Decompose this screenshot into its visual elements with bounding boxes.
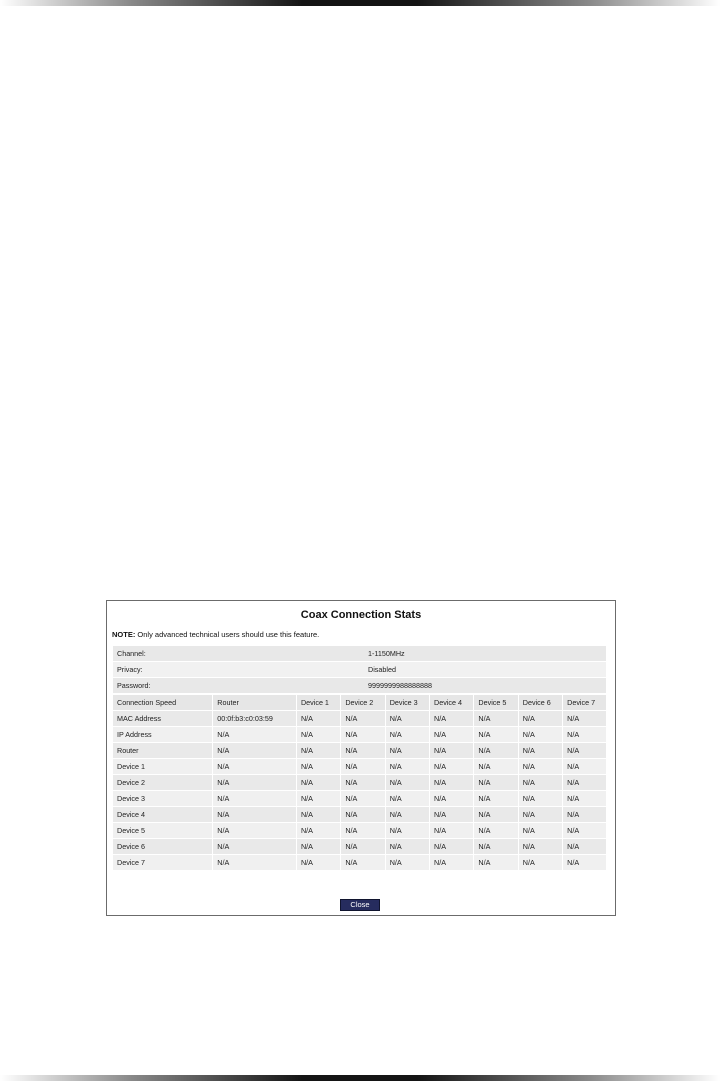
row-label: Device 4 bbox=[113, 807, 213, 823]
table-cell: N/A bbox=[213, 807, 297, 823]
info-value: Disabled bbox=[362, 662, 606, 678]
table-cell: N/A bbox=[518, 759, 562, 775]
table-cell: N/A bbox=[518, 727, 562, 743]
row-label: Device 2 bbox=[113, 775, 213, 791]
row-label: Device 1 bbox=[113, 759, 213, 775]
bottom-decorative-bar bbox=[0, 1075, 720, 1081]
table-row bbox=[113, 823, 606, 839]
table-cell: N/A bbox=[474, 823, 518, 839]
table-header-row bbox=[113, 695, 606, 711]
table-row bbox=[113, 775, 606, 791]
info-value: 9999999988888888 bbox=[362, 678, 606, 694]
table-cell: N/A bbox=[385, 855, 429, 871]
info-row-channel bbox=[113, 646, 606, 662]
table-cell: N/A bbox=[563, 839, 606, 855]
device-stats-table bbox=[113, 695, 606, 871]
table-cell: N/A bbox=[563, 823, 606, 839]
table-cell: N/A bbox=[474, 855, 518, 871]
table-cell: N/A bbox=[296, 743, 340, 759]
table-cell: N/A bbox=[341, 823, 385, 839]
table-row bbox=[113, 743, 606, 759]
table-cell: N/A bbox=[430, 775, 474, 791]
table-cell: N/A bbox=[385, 743, 429, 759]
table-cell: N/A bbox=[296, 839, 340, 855]
table-cell: N/A bbox=[430, 855, 474, 871]
table-cell: N/A bbox=[430, 743, 474, 759]
column-header: Device 2 bbox=[341, 695, 385, 711]
table-cell: N/A bbox=[385, 711, 429, 727]
info-label: Privacy: bbox=[113, 662, 362, 678]
table-cell: N/A bbox=[563, 711, 606, 727]
table-cell: N/A bbox=[474, 711, 518, 727]
note-label: NOTE: bbox=[112, 630, 136, 639]
table-row bbox=[113, 807, 606, 823]
column-header: Device 3 bbox=[385, 695, 429, 711]
table-cell: N/A bbox=[213, 727, 297, 743]
table-cell: N/A bbox=[341, 855, 385, 871]
table-cell: N/A bbox=[518, 823, 562, 839]
table-cell: N/A bbox=[430, 727, 474, 743]
row-label: Device 6 bbox=[113, 839, 213, 855]
table-cell: N/A bbox=[474, 791, 518, 807]
info-row-password bbox=[113, 678, 606, 694]
table-cell: N/A bbox=[474, 727, 518, 743]
coax-stats-dialog bbox=[106, 600, 616, 916]
table-cell: N/A bbox=[563, 855, 606, 871]
table-cell: N/A bbox=[563, 759, 606, 775]
table-cell: N/A bbox=[385, 775, 429, 791]
table-cell: N/A bbox=[213, 759, 297, 775]
table-cell: N/A bbox=[296, 759, 340, 775]
table-cell: N/A bbox=[563, 791, 606, 807]
info-row-privacy bbox=[113, 662, 606, 678]
info-value: 1-1150MHz bbox=[362, 646, 606, 662]
row-label: MAC Address bbox=[113, 711, 213, 727]
table-cell: N/A bbox=[341, 807, 385, 823]
table-cell: N/A bbox=[213, 823, 297, 839]
row-label: Router bbox=[113, 743, 213, 759]
table-cell: N/A bbox=[296, 807, 340, 823]
table-cell: N/A bbox=[296, 855, 340, 871]
top-decorative-bar bbox=[0, 0, 720, 6]
info-label: Channel: bbox=[113, 646, 362, 662]
table-row bbox=[113, 839, 606, 855]
table-row bbox=[113, 711, 606, 727]
table-cell: N/A bbox=[341, 791, 385, 807]
column-header: Router bbox=[213, 695, 297, 711]
table-cell: N/A bbox=[563, 775, 606, 791]
table-cell: N/A bbox=[474, 775, 518, 791]
column-header: Connection Speed bbox=[113, 695, 213, 711]
table-cell: N/A bbox=[518, 855, 562, 871]
table-cell: N/A bbox=[296, 775, 340, 791]
table-cell: N/A bbox=[474, 807, 518, 823]
row-label: Device 3 bbox=[113, 791, 213, 807]
table-cell: N/A bbox=[430, 759, 474, 775]
table-cell: N/A bbox=[563, 807, 606, 823]
table-cell: N/A bbox=[296, 727, 340, 743]
info-label: Password: bbox=[113, 678, 362, 694]
table-row bbox=[113, 791, 606, 807]
table-cell: N/A bbox=[518, 839, 562, 855]
table-cell: N/A bbox=[385, 839, 429, 855]
close-button[interactable]: Close bbox=[340, 899, 380, 911]
table-cell: N/A bbox=[385, 791, 429, 807]
table-cell: N/A bbox=[213, 855, 297, 871]
table-cell: N/A bbox=[518, 775, 562, 791]
row-label: Device 5 bbox=[113, 823, 213, 839]
table-cell: N/A bbox=[341, 839, 385, 855]
row-label: IP Address bbox=[113, 727, 213, 743]
table-cell: N/A bbox=[213, 791, 297, 807]
table-body bbox=[113, 711, 606, 871]
table-cell: N/A bbox=[518, 743, 562, 759]
column-header: Device 4 bbox=[430, 695, 474, 711]
table-row bbox=[113, 855, 606, 871]
column-header: Device 6 bbox=[518, 695, 562, 711]
table-cell: N/A bbox=[296, 711, 340, 727]
table-cell: N/A bbox=[341, 759, 385, 775]
table-cell: N/A bbox=[213, 839, 297, 855]
row-label: Device 7 bbox=[113, 855, 213, 871]
table-row bbox=[113, 727, 606, 743]
table-cell: N/A bbox=[385, 759, 429, 775]
table-cell: N/A bbox=[385, 727, 429, 743]
table-cell: 00:0f:b3:c0:03:59 bbox=[213, 711, 297, 727]
table-cell: N/A bbox=[563, 743, 606, 759]
table-cell: N/A bbox=[518, 807, 562, 823]
table-cell: N/A bbox=[474, 839, 518, 855]
table-cell: N/A bbox=[296, 791, 340, 807]
table-cell: N/A bbox=[430, 711, 474, 727]
dialog-title: Coax Connection Stats bbox=[300, 609, 422, 621]
table-cell: N/A bbox=[430, 807, 474, 823]
table-row bbox=[113, 759, 606, 775]
table-cell: N/A bbox=[385, 823, 429, 839]
table-cell: N/A bbox=[341, 743, 385, 759]
table-cell: N/A bbox=[474, 759, 518, 775]
table-cell: N/A bbox=[430, 791, 474, 807]
table-cell: N/A bbox=[385, 807, 429, 823]
table-cell: N/A bbox=[518, 711, 562, 727]
table-cell: N/A bbox=[296, 823, 340, 839]
table-cell: N/A bbox=[474, 743, 518, 759]
column-header: Device 1 bbox=[296, 695, 340, 711]
column-header: Device 5 bbox=[474, 695, 518, 711]
table-cell: N/A bbox=[341, 775, 385, 791]
connection-info-table bbox=[113, 646, 606, 694]
table-cell: N/A bbox=[341, 727, 385, 743]
table-cell: N/A bbox=[213, 775, 297, 791]
table-cell: N/A bbox=[563, 727, 606, 743]
table-cell: N/A bbox=[341, 711, 385, 727]
table-cell: N/A bbox=[213, 743, 297, 759]
table-cell: N/A bbox=[518, 791, 562, 807]
warning-note bbox=[112, 630, 319, 639]
note-text: Only advanced technical users should use this feature. bbox=[135, 630, 320, 639]
column-header: Device 7 bbox=[563, 695, 606, 711]
table-cell: N/A bbox=[430, 839, 474, 855]
table-cell: N/A bbox=[430, 823, 474, 839]
